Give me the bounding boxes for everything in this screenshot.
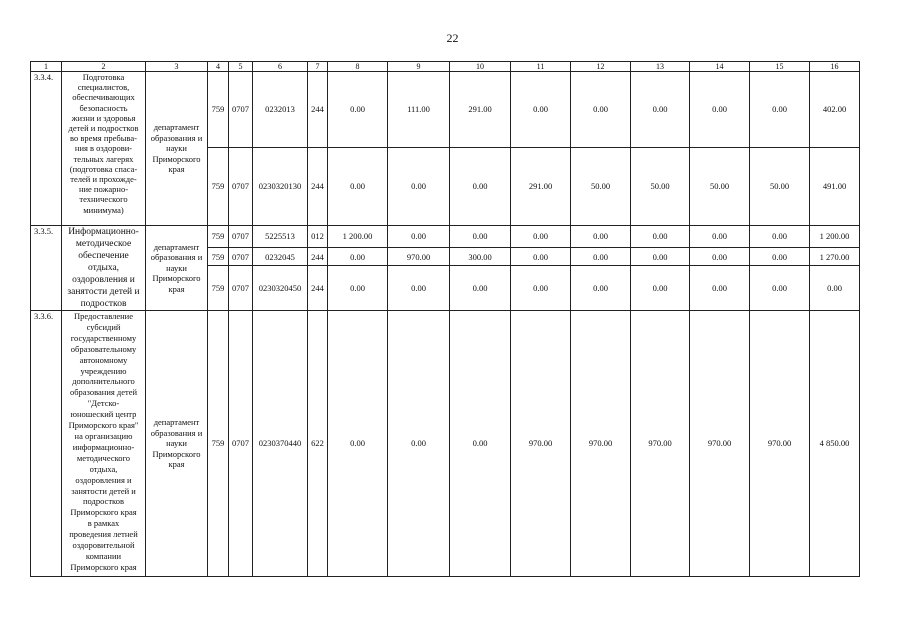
- cell-v10: 0.00: [450, 148, 511, 226]
- column-header: 11: [511, 62, 571, 72]
- cell-v9: 0.00: [388, 266, 450, 311]
- section-name-line: оздоровления и: [75, 474, 132, 485]
- executor-line: науки: [166, 262, 187, 273]
- cell-vr: 244: [308, 72, 328, 148]
- cell-v15: 970.00: [750, 311, 810, 577]
- cell-grbs: 759: [208, 311, 229, 577]
- cell-v12: 0.00: [571, 266, 631, 311]
- section-name-line: оздоровительной: [72, 540, 135, 551]
- column-header: 7: [308, 62, 328, 72]
- section-number: 3.3.6.: [31, 311, 62, 577]
- cell-v11: 0.00: [511, 266, 571, 311]
- section-name-line: автономному: [79, 354, 128, 365]
- cell-v15: 0.00: [750, 72, 810, 148]
- executor-line: науки: [166, 143, 187, 154]
- column-header: 10: [450, 62, 511, 72]
- executor-line: края: [168, 164, 185, 175]
- executor-line: департамент: [153, 241, 200, 252]
- section-name-line: "Детско-: [87, 398, 120, 409]
- column-header: 14: [690, 62, 750, 72]
- cell-grbs: 759: [208, 226, 229, 248]
- section-name-line: минимума): [83, 204, 124, 215]
- executor: [146, 311, 208, 577]
- section-name-line: информационно-: [72, 441, 135, 452]
- cell-rzpr: 0707: [229, 248, 253, 266]
- executor: [146, 226, 208, 311]
- executor-line: Приморского: [152, 273, 201, 284]
- section-name-line: ние пожарно-: [78, 184, 129, 195]
- section-name-line: обеспечивающих: [72, 92, 135, 103]
- column-header: 6: [253, 62, 308, 72]
- cell-v10: 291.00: [450, 72, 511, 148]
- cell-vr: 012: [308, 226, 328, 248]
- cell-rzpr: 0707: [229, 266, 253, 311]
- cell-v9: 0.00: [388, 226, 450, 248]
- cell-v16: 4 850.00: [810, 311, 860, 577]
- column-header: 13: [631, 62, 690, 72]
- section-name: [62, 226, 146, 311]
- cell-v14: 0.00: [690, 226, 750, 248]
- section-name-line: компании: [85, 550, 122, 561]
- cell-csr: 0232013: [253, 72, 308, 148]
- section-name-line: специалистов,: [77, 82, 130, 93]
- section-name-line: подростков: [80, 299, 127, 309]
- executor-line: Приморского: [152, 153, 201, 164]
- section-name-line: методического: [76, 452, 131, 463]
- cell-rzpr: 0707: [229, 148, 253, 226]
- section-name-line: Приморского края: [70, 507, 137, 518]
- cell-v9: 0.00: [388, 311, 450, 577]
- section-name-line: отдыха,: [87, 263, 120, 273]
- executor-line: края: [168, 459, 185, 470]
- executor-line: департамент: [153, 122, 200, 133]
- cell-v13: 0.00: [631, 72, 690, 148]
- cell-v15: 0.00: [750, 266, 810, 311]
- executor-line: края: [168, 283, 185, 294]
- executor-line: образования и: [150, 252, 203, 263]
- section-number: 3.3.5.: [31, 226, 62, 311]
- section-name-line: проведения летней: [69, 529, 138, 540]
- column-header: 9: [388, 62, 450, 72]
- header-row: [31, 62, 860, 72]
- cell-vr: 244: [308, 248, 328, 266]
- cell-v11: 0.00: [511, 72, 571, 148]
- cell-csr: 0230320130: [253, 148, 308, 226]
- section-name-line: Подготовка: [82, 72, 125, 82]
- cell-v8: 0.00: [328, 311, 388, 577]
- section-name-line: телей и прохожде-: [70, 174, 137, 185]
- section-name: [62, 72, 146, 226]
- cell-v12: 50.00: [571, 148, 631, 226]
- cell-v14: 50.00: [690, 148, 750, 226]
- section-name-line: технического: [79, 194, 128, 205]
- executor-line: департамент: [153, 417, 200, 428]
- cell-csr: 5225513: [253, 226, 308, 248]
- section-name-line: в рамках: [87, 518, 120, 529]
- cell-v11: 291.00: [511, 148, 571, 226]
- cell-grbs: 759: [208, 72, 229, 148]
- cell-v12: 0.00: [571, 248, 631, 266]
- cell-v10: 0.00: [450, 266, 511, 311]
- cell-v12: 0.00: [571, 226, 631, 248]
- cell-v8: 0.00: [328, 148, 388, 226]
- cell-v9: 0.00: [388, 148, 450, 226]
- cell-vr: 244: [308, 266, 328, 311]
- column-header: 16: [810, 62, 860, 72]
- section-name-line: учреждению: [80, 365, 127, 376]
- cell-v16: 1 270.00: [810, 248, 860, 266]
- executor-line: Приморского: [152, 448, 201, 459]
- cell-v12: 970.00: [571, 311, 631, 577]
- column-header: 12: [571, 62, 631, 72]
- cell-v14: 0.00: [690, 266, 750, 311]
- section-name-line: занятости детей и: [71, 485, 136, 496]
- cell-v10: 0.00: [450, 311, 511, 577]
- cell-vr: 244: [308, 148, 328, 226]
- executor-line: образования и: [150, 132, 203, 143]
- executor-line: образования и: [150, 427, 203, 438]
- column-header: 15: [750, 62, 810, 72]
- budget-table: [30, 61, 860, 577]
- table-row: [31, 72, 860, 148]
- cell-v11: 0.00: [511, 226, 571, 248]
- cell-v13: 50.00: [631, 148, 690, 226]
- section-name-line: Предоставление: [74, 311, 133, 321]
- section-name-line: образовательному: [70, 343, 137, 354]
- section-name-line: подростков: [82, 496, 125, 507]
- table-row: [31, 311, 860, 577]
- column-header: 4: [208, 62, 229, 72]
- section-name-line: на организацию: [74, 430, 133, 441]
- section-name-line: обеспечение: [78, 251, 129, 261]
- section-name-line: детей и подростков: [68, 123, 139, 134]
- cell-csr: 0230320450: [253, 266, 308, 311]
- cell-v8: 1 200.00: [328, 226, 388, 248]
- cell-rzpr: 0707: [229, 72, 253, 148]
- cell-grbs: 759: [208, 148, 229, 226]
- section-name-line: отдыха,: [89, 463, 118, 474]
- cell-v16: 1 200.00: [810, 226, 860, 248]
- section-name-line: тельных лагерях: [73, 153, 134, 164]
- section-name-line: (подготовка спаса-: [69, 163, 138, 174]
- page-number: 22: [446, 31, 459, 45]
- section-name-line: ния в оздорови-: [74, 143, 133, 154]
- table-row: [31, 226, 860, 248]
- cell-grbs: 759: [208, 248, 229, 266]
- cell-v16: 491.00: [810, 148, 860, 226]
- section-name-line: во время пребыва-: [70, 133, 137, 144]
- cell-v8: 0.00: [328, 248, 388, 266]
- section-name-line: образования детей: [69, 387, 138, 398]
- column-header: 3: [146, 62, 208, 72]
- section-name-line: жизни и здоровья: [71, 112, 136, 123]
- section-name-line: юношеский центр: [70, 409, 137, 420]
- cell-v14: 0.00: [690, 248, 750, 266]
- executor: [146, 72, 208, 226]
- cell-v13: 0.00: [631, 266, 690, 311]
- cell-v10: 300.00: [450, 248, 511, 266]
- cell-v13: 0.00: [631, 226, 690, 248]
- cell-v16: 402.00: [810, 72, 860, 148]
- cell-rzpr: 0707: [229, 226, 253, 248]
- section-name-line: безопасность: [79, 102, 128, 113]
- cell-v16: 0.00: [810, 266, 860, 311]
- section-number: 3.3.4.: [31, 72, 62, 226]
- table-body: [31, 62, 860, 577]
- cell-v9: 970.00: [388, 248, 450, 266]
- section-name-line: дополнительного: [72, 376, 135, 387]
- column-header: 2: [62, 62, 146, 72]
- section-name-line: Приморского края": [68, 420, 139, 431]
- column-header: 8: [328, 62, 388, 72]
- cell-v15: 0.00: [750, 226, 810, 248]
- cell-v10: 0.00: [450, 226, 511, 248]
- cell-v14: 0.00: [690, 72, 750, 148]
- cell-v8: 0.00: [328, 72, 388, 148]
- section-name-line: Приморского края: [70, 561, 137, 572]
- cell-v11: 970.00: [511, 311, 571, 577]
- section-name-line: государственному: [70, 332, 137, 343]
- cell-csr: 0230370440: [253, 311, 308, 577]
- section-name-line: методическое: [75, 239, 132, 249]
- section-name-line: субсидий: [86, 321, 121, 332]
- cell-v15: 0.00: [750, 248, 810, 266]
- section-name-line: Информационно-: [68, 227, 139, 237]
- cell-v11: 0.00: [511, 248, 571, 266]
- executor-line: науки: [166, 438, 187, 449]
- cell-v13: 970.00: [631, 311, 690, 577]
- cell-v15: 50.00: [750, 148, 810, 226]
- cell-v8: 0.00: [328, 266, 388, 311]
- section-name: [62, 311, 146, 577]
- cell-rzpr: 0707: [229, 311, 253, 577]
- column-header: 5: [229, 62, 253, 72]
- cell-csr: 0232045: [253, 248, 308, 266]
- cell-v12: 0.00: [571, 72, 631, 148]
- section-name-line: занятости детей и: [67, 287, 140, 297]
- cell-vr: 622: [308, 311, 328, 577]
- cell-v13: 0.00: [631, 248, 690, 266]
- column-header: 1: [31, 62, 62, 72]
- section-name-line: оздоровления и: [72, 275, 135, 285]
- cell-grbs: 759: [208, 266, 229, 311]
- cell-v14: 970.00: [690, 311, 750, 577]
- cell-v9: 111.00: [388, 72, 450, 148]
